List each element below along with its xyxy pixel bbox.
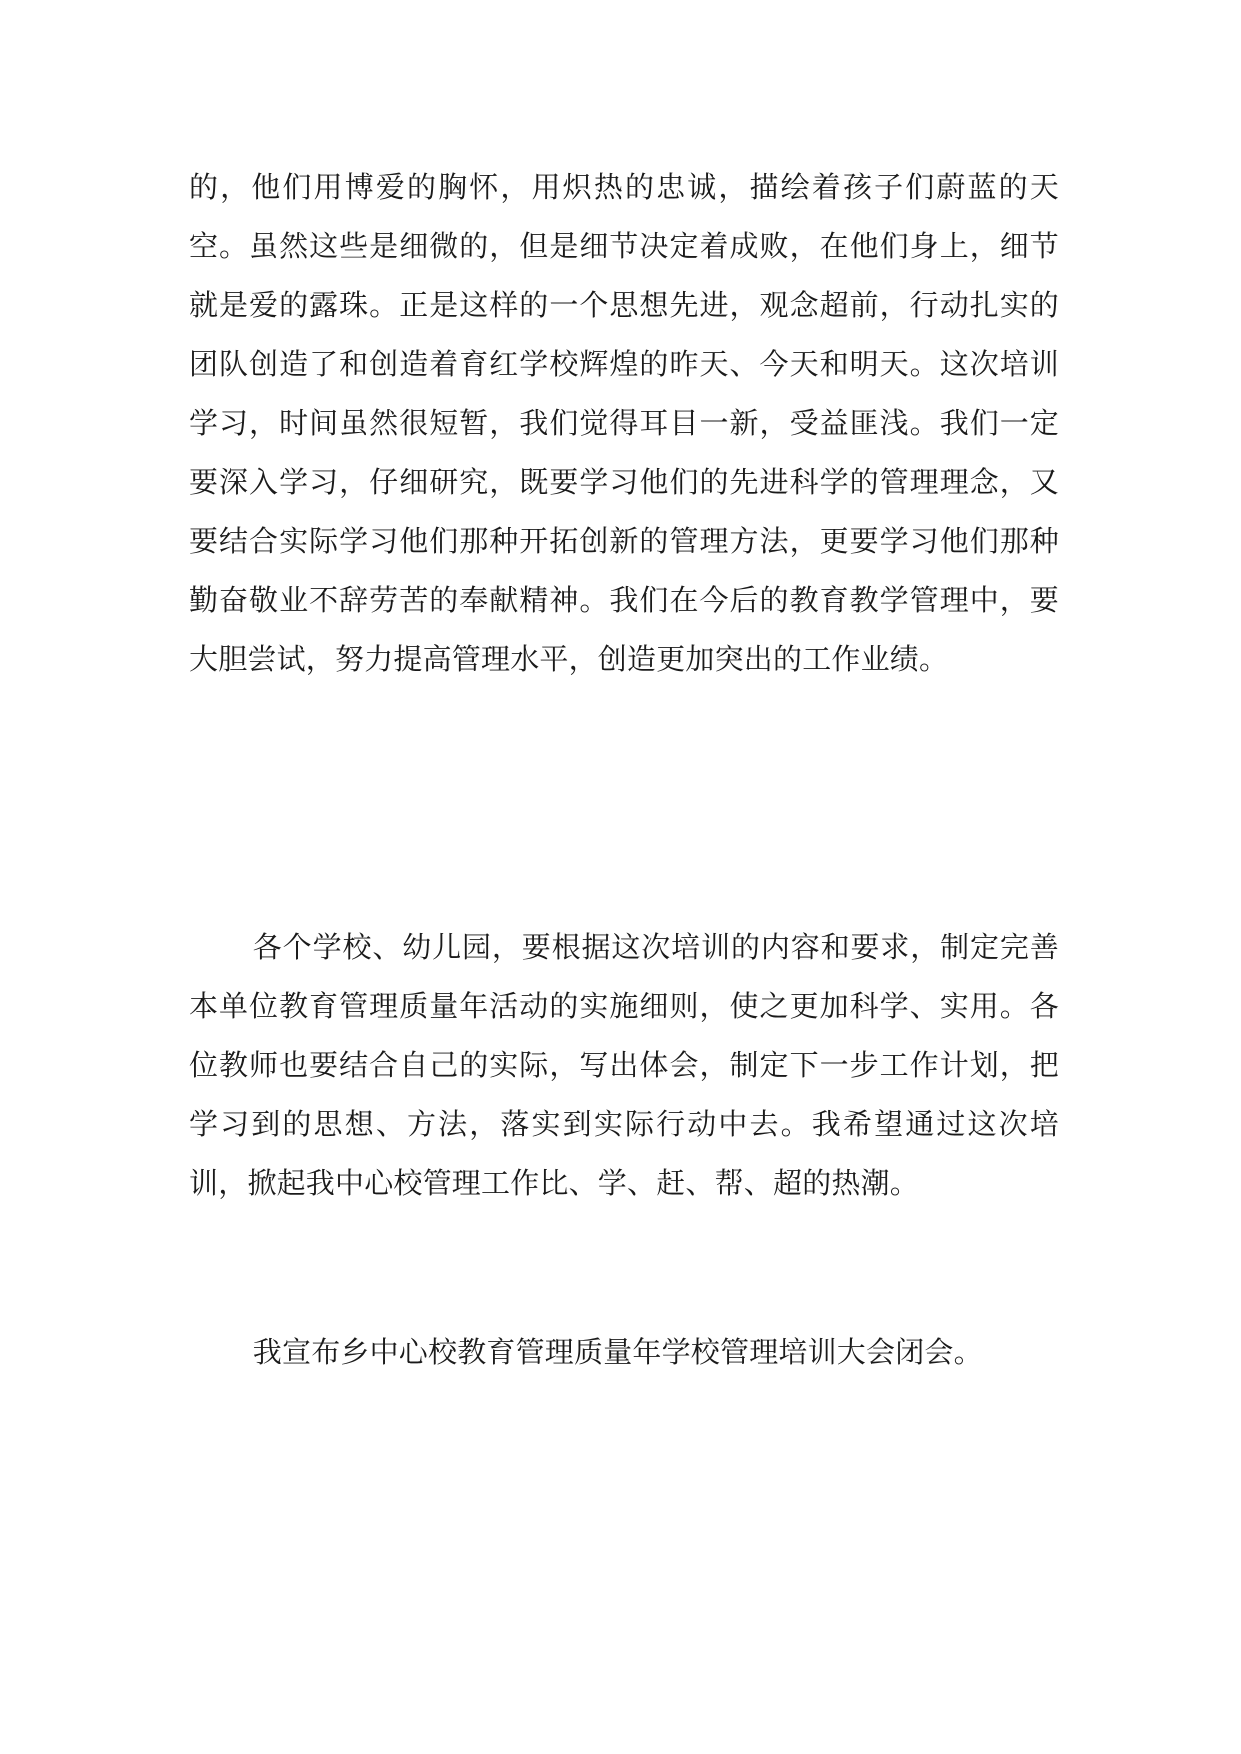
body-paragraph-3: 我宣布乡中心校教育管理质量年学校管理培训大会闭会。 (252, 1335, 983, 1369)
body-paragraph-1: 的，他们用博爱的胸怀，用炽热的忠诚，描绘着孩子们蔚蓝的天空。虽然这些是细微的，但是细节决定着成败，在他们身上，细节就是爱的露珠。正是这样的一个思想先进，观念超前，行动扎实的团队创造了和创造着育红学校辉煌的昨天、今天和明天。这次培训学习，时间虽然很短暂，我们觉得耳目一新，受益匪浅。我们一定要深入学习，仔细研究，既要学习他们的先进科学的管理理念，又要结合实际学习他们那种开拓创新的管理方法，更要学习他们那种勤奋敬业不辞劳苦的奉献精神。我们在今后的教育教学管理中，要大胆尝试，努力提高管理水平，创造更加突出的工作业绩。 (189, 170, 1059, 676)
body-paragraph-2: 各个学校、幼儿园，要根据这次培训的内容和要求，制定完善本单位教育管理质量年活动的实施细则，使之更加科学、实用。各位教师也要结合自己的实际，写出体会，制定下一步工作计划，把学习到的思想、方法，落实到实际行动中去。我希望通过这次培训，掀起我中心校管理工作比、学、赶、帮、超的热潮。 (189, 930, 1059, 1200)
